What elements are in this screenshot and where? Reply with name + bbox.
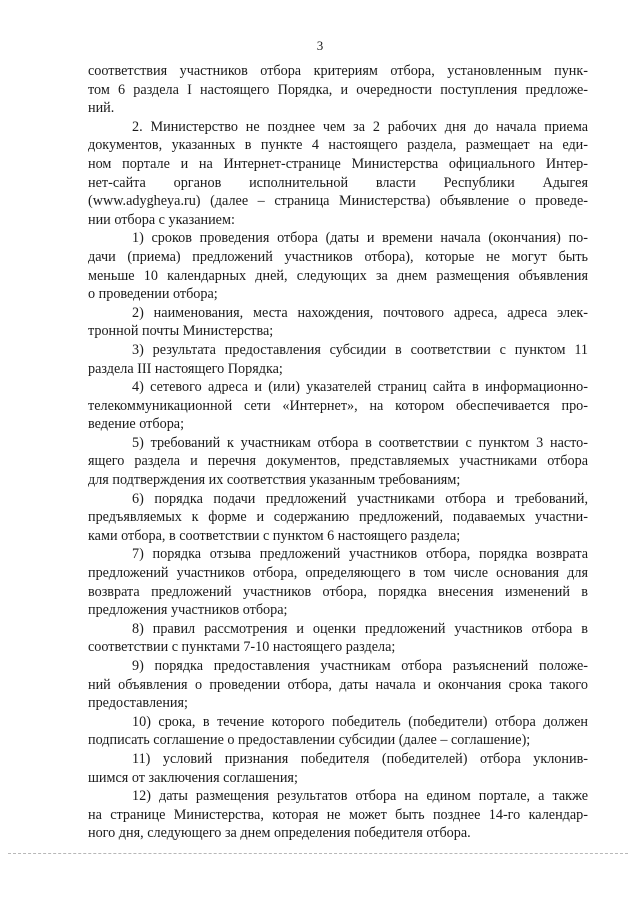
text-line: 7) порядка отзыва предложений участников отбора, порядка возврата xyxy=(132,546,588,563)
text-line: 2) наименования, места нахождения, почтового адреса, адреса элек- xyxy=(132,304,588,321)
text-line: ний. xyxy=(88,100,115,117)
text-line: 12) даты размещения результатов отбора на едином портале, а также xyxy=(132,788,588,805)
text-line: о проведении отбора; xyxy=(88,286,218,303)
text-line: ведение отбора; xyxy=(88,416,185,433)
text-line: подписать соглашение о предоставлении субсидии (далее – соглашение); xyxy=(88,732,531,749)
text-line: том 6 раздела I настоящего Порядка, и очередности поступления предложе- xyxy=(88,81,588,98)
text-line: 3) результата предоставления субсидии в соответствии с пунктом 11 xyxy=(132,341,588,358)
scan-edge-line xyxy=(8,853,628,854)
text-line: ний объявления о проведении отбора, даты начала и окончания срока такого xyxy=(88,676,588,693)
text-line: нии отбора с указанием: xyxy=(88,211,235,228)
text-line: ками отбора, в соответствии с пунктом 6 настоящего раздела; xyxy=(88,527,461,544)
text-line: 9) порядка предоставления участникам отбора разъяснений положе- xyxy=(132,658,588,674)
text-line: шимся от заключения соглашения; xyxy=(88,769,298,786)
text-line: предложения участников отбора; xyxy=(88,602,288,619)
text-line: 11) условий признания победителя (победителей) отбора уклонив- xyxy=(132,750,588,767)
body-text xyxy=(88,62,588,843)
text-line: (www.adygheya.ru) (далее – страница Министерства) объявление о проведе- xyxy=(88,193,588,210)
text-line: раздела III настоящего Порядка; xyxy=(88,360,283,377)
page-number: 3 xyxy=(316,38,324,53)
text-line: предложений участников отбора, определяющего в том числе основания для xyxy=(88,565,588,582)
text-line: на странице Министерства, которая не может быть позднее 14-го календар- xyxy=(88,806,588,823)
text-line: 5) требований к участникам отбора в соответствии с пунктом 3 насто- xyxy=(132,434,588,451)
text-line: 4) сетевого адреса и (или) указателей страниц сайта в информационно- xyxy=(132,379,588,396)
text-line: 10) срока, в течение которого победитель (победители) отбора должен xyxy=(132,713,588,730)
text-line: меньше 10 календарных дней, следующих за днем размещения объявления xyxy=(88,267,588,284)
text-line: дачи (приема) предложений участников отбора), которые не могут быть xyxy=(88,248,588,265)
text-line: соответствия участников отбора критериям отбора, установленным пунк- xyxy=(88,63,588,79)
text-line: нет-сайта органов исполнительной власти Республики Адыгея xyxy=(88,174,588,191)
text-line: для подтверждения их соответствия указанным требованиям; xyxy=(88,472,461,489)
text-line: телекоммуникационной сети «Интернет», на котором обеспечивается про- xyxy=(88,397,588,414)
text-line: тронной почты Министерства; xyxy=(88,323,274,340)
text-line: предъявляемых к форме и содержанию предложений, подаваемых участни- xyxy=(88,509,588,526)
text-line: 1) сроков проведения отбора (даты и времени начала (окончания) по- xyxy=(132,230,588,247)
text-line: документов, указанных в пункте 4 настоящего раздела, размещает на еди- xyxy=(88,137,588,154)
text-line: соответствии с пунктами 7-10 настоящего раздела; xyxy=(88,639,396,656)
text-line: ящего раздела и перечня документов, представляемых участниками отбора xyxy=(88,453,588,470)
text-line: возврата предложений участников отбора, порядка внесения изменений в xyxy=(88,583,588,600)
text-line: ного дня, следующего за днем определения победителя отбора. xyxy=(88,825,471,842)
text-line: предоставления; xyxy=(88,695,188,712)
text-line: 8) правил рассмотрения и оценки предложений участников отбора в xyxy=(132,620,588,637)
text-line: 6) порядка подачи предложений участниками отбора и требований, xyxy=(132,490,588,507)
text-line: ном портале и на Интернет-странице Министерства официального Интер- xyxy=(88,155,588,172)
text-line: 2. Министерство не позднее чем за 2 рабочих дня до начала приема xyxy=(132,118,588,135)
